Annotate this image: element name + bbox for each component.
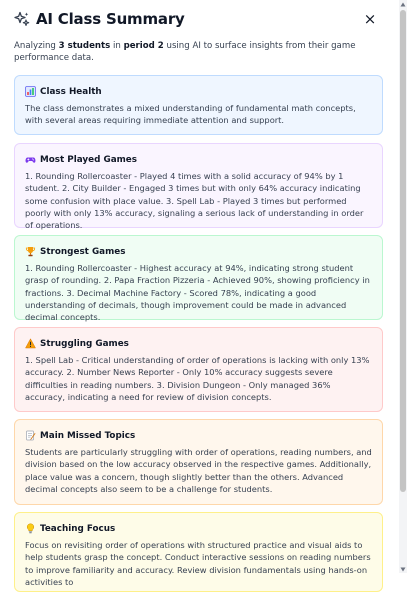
scroll-up-arrow-icon[interactable] xyxy=(399,0,407,8)
student-count: 3 students xyxy=(58,41,111,51)
card-struggling-games xyxy=(14,327,383,412)
modal-header xyxy=(14,8,381,30)
warning-icon xyxy=(25,338,36,349)
game-controller-icon xyxy=(25,154,36,165)
scrollbar-thumb[interactable] xyxy=(400,10,406,492)
card-title: Class Health xyxy=(40,86,102,97)
card-title: Most Played Games xyxy=(40,154,138,165)
sparkles-icon xyxy=(14,11,30,27)
card-body: Students are particularly struggling with order of operations, reading numbers, and division based on the low accuracy observed in the respective games. Additionally, place value was a concern, though slightly better than the others. Advanced decimal concepts also seem to be a challenge for students. xyxy=(25,447,372,494)
card-body: Focus on revisiting order of operations with structured practice and visual aids to help students grasp the concept. Conduct interactive sessions on reading numbers to improve familiarity and accuracy. Review division fundamentals using hands-on activities to xyxy=(25,540,371,587)
close-button[interactable] xyxy=(359,8,381,30)
card-title: Struggling Games xyxy=(40,338,129,349)
card-header xyxy=(25,245,372,258)
card-teaching-focus xyxy=(14,512,383,592)
period-label: period 2 xyxy=(123,41,164,51)
lightbulb-icon xyxy=(25,523,36,534)
intro-middle: in xyxy=(110,41,124,51)
memo-icon xyxy=(25,430,36,441)
card-header xyxy=(25,153,372,166)
scroll-down-arrow-icon[interactable] xyxy=(399,565,407,573)
card-title: Strongest Games xyxy=(40,246,126,257)
vertical-scrollbar[interactable] xyxy=(399,0,407,573)
card-most-played-games xyxy=(14,143,383,231)
close-icon: × xyxy=(363,10,377,28)
intro-prefix: Analyzing xyxy=(14,41,59,51)
modal-title: AI Class Summary xyxy=(36,10,185,28)
card-header xyxy=(25,522,372,535)
card-body: 1. Rounding Rollercoaster - Highest accuracy at 94%, indicating strong student grasp of rounding. 2. Papa Fraction Pizzeria - Achieved 90%, showing proficiency in fractions. 3. Decimal Machine Factory - Scored 78%, indicating a good understanding of decimals, though improvement could be made in advanced decimal concepts. xyxy=(25,263,370,323)
card-title: Teaching Focus xyxy=(40,523,116,534)
trophy-icon xyxy=(25,246,36,257)
card-class-health xyxy=(14,75,383,135)
card-body: The class demonstrates a mixed understanding of fundamental math concepts, with several areas requiring immediate attention and support. xyxy=(25,103,356,126)
intro-text xyxy=(14,40,384,65)
bar-chart-icon xyxy=(25,86,36,97)
card-header xyxy=(25,337,372,350)
card-strongest-games xyxy=(14,235,383,323)
card-body: 1. Rounding Rollercoaster - Played 4 times with a solid accuracy of 94% by 1 student. 2. City Builder - Engaged 3 times but with only 64% accuracy indicating some confusion with place value. 3. Spell Lab - Played 3 times but performed poorly with only 13% accuracy, signaling a serious lack of understanding in order of operations. xyxy=(25,171,364,231)
card-header xyxy=(25,85,372,98)
intro-suffix: using AI to surface insights from their game performance data. xyxy=(14,41,356,64)
card-title: Main Missed Topics xyxy=(40,430,136,441)
card-body: 1. Spell Lab - Critical understanding of order of operations is lacking with only 13% accuracy. 2. Number News Reporter - Only 10% accuracy suggests severe difficulties in reading numbers. 3. Division Dungeon - Only managed 36% accuracy, indicating a need for review of division concepts. xyxy=(25,355,370,402)
card-header xyxy=(25,429,372,442)
card-main-missed-topics xyxy=(14,419,383,505)
